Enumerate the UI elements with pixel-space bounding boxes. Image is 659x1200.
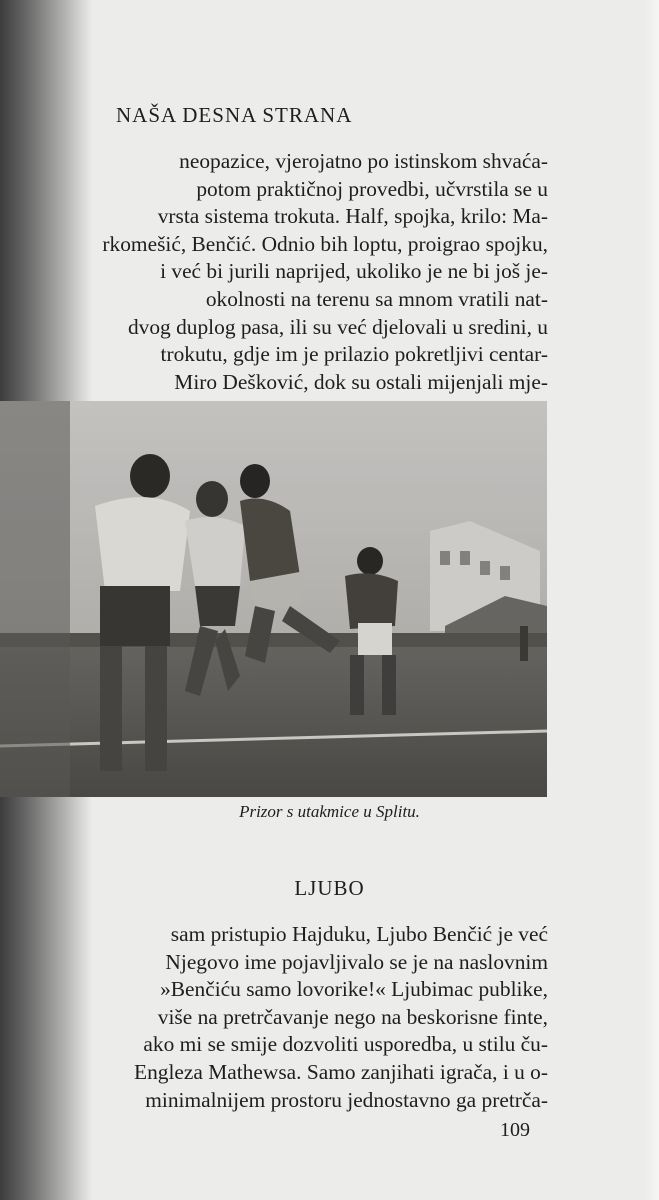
text-line: vrsta sistema trokuta. Half, spojka, krilo: Ma- xyxy=(157,204,548,229)
text-line: Engleza Mathewsa. Samo zanjihati igrača, i u o- xyxy=(134,1059,548,1084)
section1-paragraph xyxy=(0,148,548,424)
text-line: »Benčiću samo lovorike!« Ljubimac publike, xyxy=(160,977,548,1002)
text-line: i već bi jurili naprijed, ukoliko je ne bi još je- xyxy=(160,259,548,284)
text-line: potom praktičnoj provedbi, učvrstila se u xyxy=(196,176,548,201)
section2-paragraph xyxy=(0,921,548,1114)
football-match-photo xyxy=(0,401,547,797)
text-line: Njegovo ime pojavljivalo se je na naslovnim xyxy=(165,949,548,974)
text-line: Miro Dešković, dok su ostali mijenjali mje- xyxy=(174,369,548,394)
page-number: 109 xyxy=(500,1119,530,1141)
photo-caption: Prizor s utakmice u Splitu. xyxy=(239,802,420,821)
text-line: dvog duplog pasa, ili su već djelovali u sredini, u xyxy=(127,314,548,339)
text-line: rkomešić, Benčić. Odnio bih loptu, proigrao spojku, xyxy=(102,231,548,256)
text-line: više na pretrčavanje nego na beskorisne finte, xyxy=(157,1004,548,1029)
section-heading-nasa-desna-strana: NAŠA DESNA STRANA xyxy=(116,103,353,127)
text-line: minimalnijem prostoru jednostavno ga pretrča- xyxy=(145,1087,548,1112)
section-heading-ljubo: LJUBO xyxy=(294,876,365,900)
text-line: neopazice, vjerojatno po istinskom shvaća- xyxy=(179,149,548,173)
text-line: okolnosti na terenu sa mnom vratili nat- xyxy=(205,286,548,311)
text-line: trokutu, gdje im je prilazio pokretljivi centar- xyxy=(160,342,548,367)
page-edge xyxy=(645,0,659,1200)
text-line: sam pristupio Hajduku, Ljubo Benčić je već xyxy=(170,922,548,946)
text-line: ako mi se smije dozvoliti usporedba, u stilu ču- xyxy=(143,1032,548,1057)
